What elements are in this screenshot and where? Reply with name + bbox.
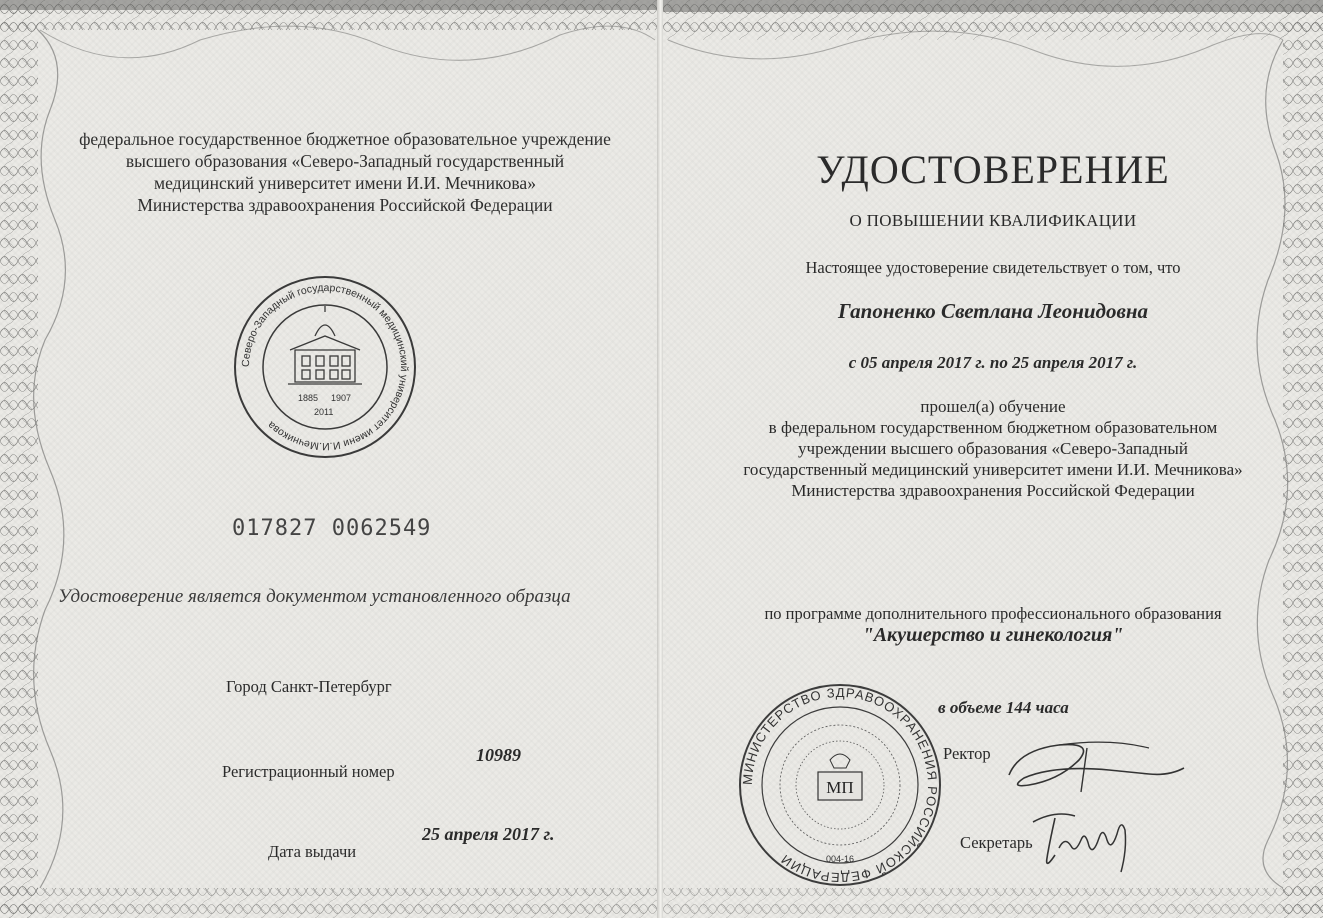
emblem-year-left: 1885 bbox=[298, 393, 319, 403]
institution-line-4: Министерства здравоохранения Российской Федерации bbox=[137, 195, 553, 215]
registration-label: Регистрационный номер bbox=[222, 762, 395, 781]
recipient-name: Гапоненко Светлана Леонидовна bbox=[837, 299, 1149, 323]
program-name: "Акушерство и гинекология" bbox=[862, 624, 1124, 646]
emblem-year-right: 1907 bbox=[331, 393, 352, 403]
body-line-3: учреждении высшего образования «Северо-Западный bbox=[798, 439, 1188, 458]
institution-line-2: высшего образования «Северо-Западный государственный bbox=[125, 151, 565, 171]
left-page bbox=[0, 0, 660, 918]
program-intro: по программе дополнительного профессионального образования bbox=[764, 604, 1222, 623]
institution-line-1: федеральное государственное бюджетное образовательное учреждение bbox=[79, 129, 611, 149]
university-emblem-icon bbox=[230, 272, 420, 462]
registration-value: 10989 bbox=[476, 745, 521, 765]
rector-label: Ректор bbox=[943, 744, 991, 763]
validity-note: Удостоверение является документом установленного образца bbox=[58, 586, 571, 607]
institution-line-3: медицинский университет имени И.И. Мечникова» bbox=[154, 173, 536, 193]
right-page bbox=[663, 0, 1323, 918]
rector-signature-icon bbox=[999, 730, 1189, 800]
stamp-center-text: МП bbox=[826, 778, 854, 797]
document-subtitle: О ПОВЫШЕНИИ КВАЛИФИКАЦИИ bbox=[849, 211, 1137, 230]
institution-block bbox=[40, 128, 650, 216]
secretary-signature-icon bbox=[1025, 800, 1145, 880]
training-dates: с 05 апреля 2017 г. по 25 апреля 2017 г. bbox=[848, 353, 1138, 372]
course-volume: в объеме 144 часа bbox=[938, 698, 1069, 717]
serial-number: 017827 0062549 bbox=[232, 516, 432, 541]
certifies-intro: Настоящее удостоверение свидетельствует о том, что bbox=[805, 258, 1181, 277]
body-line-1: прошел(а) обучение bbox=[920, 397, 1066, 416]
issue-date-value: 25 апреля 2017 г. bbox=[422, 824, 555, 844]
body-line-2: в федеральном государственном бюджетном образовательном bbox=[768, 418, 1218, 437]
document-title: УДОСТОВЕРЕНИЕ bbox=[816, 147, 1170, 192]
training-institution-block bbox=[663, 396, 1323, 501]
stamp-ring-text: МИНИСТЕРСТВО ЗДРАВООХРАНЕНИЯ РОССИЙСКОЙ ФЕДЕРАЦИИ bbox=[739, 684, 941, 886]
stamp-code: 004-16 bbox=[825, 854, 855, 864]
emblem-year-bottom: 2011 bbox=[314, 407, 334, 417]
secretary-label: Секретарь bbox=[960, 833, 1033, 852]
issue-date-label: Дата выдачи bbox=[268, 842, 357, 861]
city-label: Город Санкт-Петербург bbox=[226, 677, 392, 696]
official-stamp-icon bbox=[738, 680, 943, 890]
body-line-5: Министерства здравоохранения Российской Федерации bbox=[791, 481, 1195, 500]
body-line-4: государственный медицинский университет имени И.И. Мечникова» bbox=[743, 460, 1243, 479]
emblem-ring-text: Северо-Западный государственный медицинский университет имени И.И.Мечникова bbox=[239, 281, 411, 453]
